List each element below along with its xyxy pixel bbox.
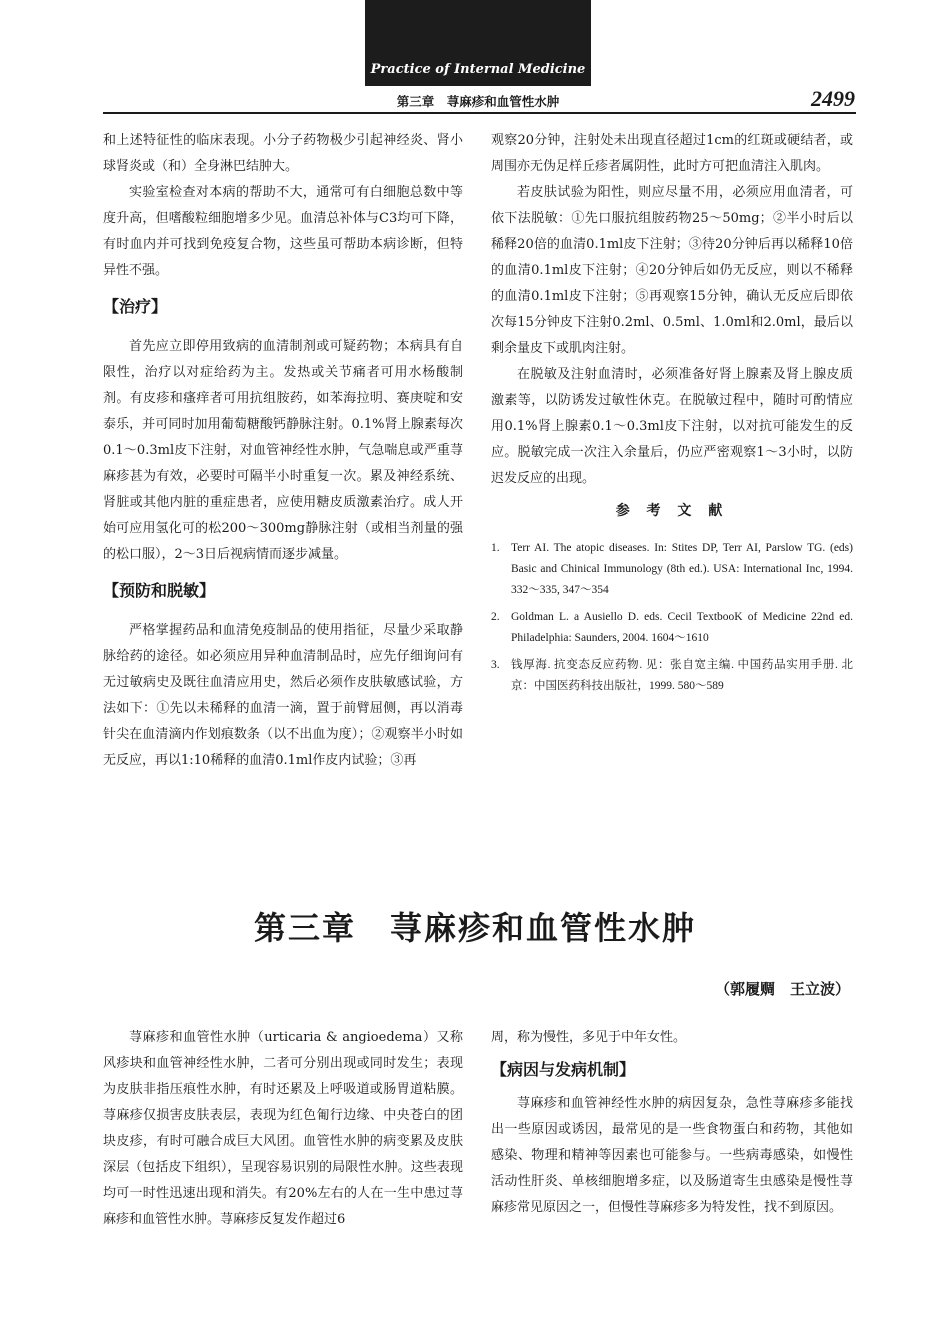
- chapter-left-column: [103, 1025, 463, 1233]
- header-rule: [103, 112, 856, 114]
- reference-text: Goldman L. a Ausiello D. eds. Cecil TextbooK of Medicine 22nd ed. Philadelphia: Saunders, 2004. 1604～1610: [511, 611, 853, 644]
- journal-banner: [365, 0, 591, 86]
- reference-item: [491, 655, 853, 697]
- reference-number: 2.: [491, 611, 500, 623]
- reference-item: [491, 538, 853, 601]
- section-heading-prevention: 【预防和脱敏】: [103, 581, 216, 600]
- paragraph: 荨麻疹和血管神经性水肿的病因复杂，急性荨麻疹多能找出一些原因或诱因，最常见的是一些食物蛋白和药物，其他如感染、物理和精神等因素也可能参与。一些病毒感染，如慢性活动性肝炎、单核细胞增多症，以及肠道寄生虫感染是慢性荨麻疹常见原因之一，但慢性荨麻疹多为特发性，找不到原因。: [491, 1096, 853, 1215]
- paragraph: 实验室检查对本病的帮助不大，通常可有白细胞总数中等度升高，但嗜酸粒细胞增多少见。血清总补体与C3均可下降，有时血内并可找到免疫复合物，这些虽可帮助本病诊断，但特异性不强。: [103, 185, 463, 278]
- paragraph: 在脱敏及注射血清时，必须准备好肾上腺素及肾上腺皮质激素等，以防诱发过敏性休克。在脱敏过程中，随时可酌情应用0.1%肾上腺素0.1～0.3ml皮下注射，以对抗可能发生的反应。脱敏完成一次注入余量后，仍应严密观察1～3小时，以防迟发反应的出现。: [491, 367, 853, 486]
- paragraph: 首先应立即停用致病的血清制剂或可疑药物；本病具有自限性，治疗以对症给药为主。发热或关节痛者可用水杨酸制剂。有皮疹和瘙痒者可用抗组胺药，如苯海拉明、赛庚啶和安泰乐，并可同时加用葡萄糖酸钙静脉注射。0.1%肾上腺素每次0.1～0.3ml皮下注射，对血管神经性水肿，气急喘息或严重荨麻疹甚为有效，必要时可隔半小时重复一次。累及神经系统、肾脏或其他内脏的重症患者，应使用糖皮质激素治疗。成人开始可应用氢化可的松200～300mg静脉注射（或相当剂量的强的松口服），2～3日后视病情而逐步减量。: [103, 339, 463, 562]
- reference-text: 钱厚海. 抗变态反应药物. 见：张自宽主编. 中国药品实用手册. 北京：中国医药科技出版社，1999. 580～589: [511, 659, 853, 692]
- page-number: 2499: [811, 86, 855, 111]
- section-heading-etiology: 【病因与发病机制】: [491, 1060, 636, 1079]
- chapter-authors: （郭履赒 王立波）: [714, 980, 850, 998]
- running-title: 第三章 荨麻疹和血管性水肿: [396, 94, 560, 109]
- reference-number: 3.: [491, 659, 500, 671]
- paragraph: 观察20分钟，注射处未出现直径超过1cm的红斑或硬结者，或周围亦无伪足样丘疹者属阴性，此时方可把血清注入肌肉。: [491, 133, 853, 174]
- paragraph: 荨麻疹和血管性水肿（urticaria & angioedema）又称风疹块和血管神经性水肿，二者可分别出现或同时发生；表现为皮肤非指压痕性水肿，有时还累及上呼吸道或肠胃道粘膜。荨麻疹仅损害皮肤表层，表现为红色匍行边缘、中央苍白的团块皮疹，有时可融合成巨大风团。血管性水肿的病变累及皮肤深层（包括皮下组织），呈现容易识别的局限性水肿。这些表现均可一时性迅速出现和消失。有20%左右的人在一生中患过荨麻疹和血管性水肿。荨麻疹反复发作超过6: [103, 1030, 463, 1227]
- left-column: [103, 128, 463, 774]
- references-heading: 参 考 文 献: [615, 503, 729, 519]
- paragraph: 和上述特征性的临床表现。小分子药物极少引起神经炎、肾小球肾炎或（和）全身淋巴结肿大。: [103, 133, 463, 174]
- paragraph: 周，称为慢性，多见于中年女性。: [491, 1030, 687, 1045]
- journal-name: Practice of Internal Medicine: [370, 62, 586, 77]
- paragraph: 若皮肤试验为阳性，则应尽量不用，必须应用血清者，可依下法脱敏：①先口服抗组胺药物25～50mg；②半小时后以稀释20倍的血清0.1ml皮下注射；③待20分钟后再以稀释10倍的血清0.1ml皮下注射；④20分钟后如仍无反应，则以不稀释的血清0.1ml皮下注射；⑤再观察15分钟，确认无反应后即依次每15分钟皮下注射0.2ml、0.5ml、1.0ml和2.0ml，最后以剩余量皮下或肌肉注射。: [491, 185, 853, 356]
- paragraph: 严格掌握药品和血清免疫制品的使用指征，尽量少采取静脉给药的途径。如必须应用异种血清制品时，应先仔细询问有无过敏病史及既往血清应用史，然后必须作皮肤敏感试验，方法如下：①先以未稀释的血清一滴，置于前臂屈侧，再以消毒针尖在血清滴内作划痕数条（以不出血为度）；②观察半小时如无反应，再以1:10稀释的血清0.1ml作皮内试验；③再: [103, 623, 463, 768]
- reference-item: [491, 607, 853, 649]
- section-heading-treatment: 【治疗】: [103, 297, 168, 316]
- chapter-title: 第三章 荨麻疹和血管性水肿: [253, 909, 696, 947]
- right-column: [491, 128, 853, 703]
- chapter-right-column: [491, 1025, 853, 1221]
- reference-number: 1.: [491, 542, 500, 554]
- reference-text: Terr AI. The atopic diseases. In: Stites DP, Terr AI, Parslow TG. (eds) Basic and Chinical Immunology (8th ed.). USA: International Inc, 1994. 332～335, 347～354: [511, 542, 853, 596]
